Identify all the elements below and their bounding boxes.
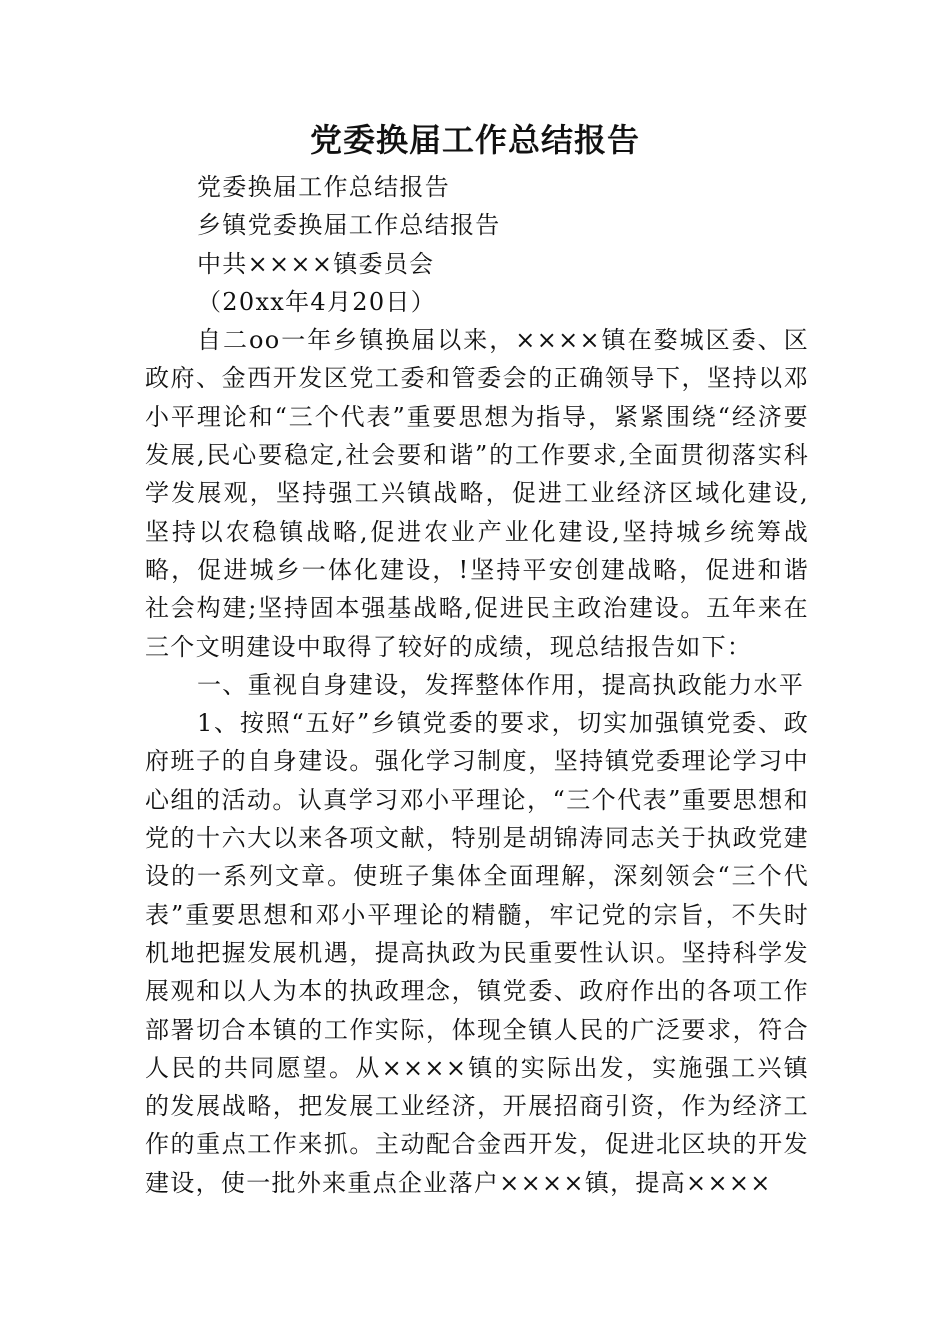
paragraph-section-1-item-1: 1、按照“五好”乡镇党委的要求，切实加强镇党委、政府班子的自身建设。强化学习制度，坚持镇党委理论学习中心组的活动。认真学习邓小平理论，“三个代表”重要思想和党的十六大以来各项文献，特别是胡锦涛同志关于执政党建设的一系列文章。使班子集体全面理解，深刻领会“三个代表”重要思想和邓小平理论的精髓，牢记党的宗旨，不失时机地把握发展机遇，提高执政为民重要性认识。坚持科学发展观和以人为本的执政理念，镇党委、政府作出的各项工作部署切合本镇的工作实际，体现全镇人民的广泛要求，符合人民的共同愿望。从××××镇的实际出发，实施强工兴镇的发展战略，把发展工业经济，开展招商引资，作为经济工作的重点工作来抓。主动配合金西开发，促进北区块的开发建设，使一批外来重点企业落户××××镇，提高×××× [145,709,809,1197]
paragraph-intro: 自二oo一年乡镇换届以来，××××镇在婺城区委、区政府、金西开发区党工委和管委会的正确领导下，坚持以邓小平理论和“三个代表”重要思想为指导，紧紧围绕“经济要发展,民心要稳定,社会要和谐”的工作要求,全面贯彻落实科学发展观，坚持强工兴镇战略，促进工业经济区域化建设,坚持以农稳镇战略,促进农业产业化建设,坚持城乡统筹战略，促进城乡一体化建设，!坚持平安创建战略，促进和谐社会构建;坚持固本强基战略,促进民主政治建设。五年来在三个文明建设中取得了较好的成绩，现总结报告如下： [145,326,809,661]
document-body [145,168,809,1202]
subtitle-line-1: 党委换届工作总结报告 [197,173,450,201]
issuer-line: 中共××××镇委员会 [197,249,435,278]
document-title: 党委换届工作总结报告 [309,121,640,159]
section-heading-1: 一、重视自身建设，发挥整体作用，提高执政能力水平 [197,670,805,699]
date-line: （20xx年4月20日） [197,287,437,316]
subtitle-line-2: 乡镇党委换届工作总结报告 [197,211,501,240]
